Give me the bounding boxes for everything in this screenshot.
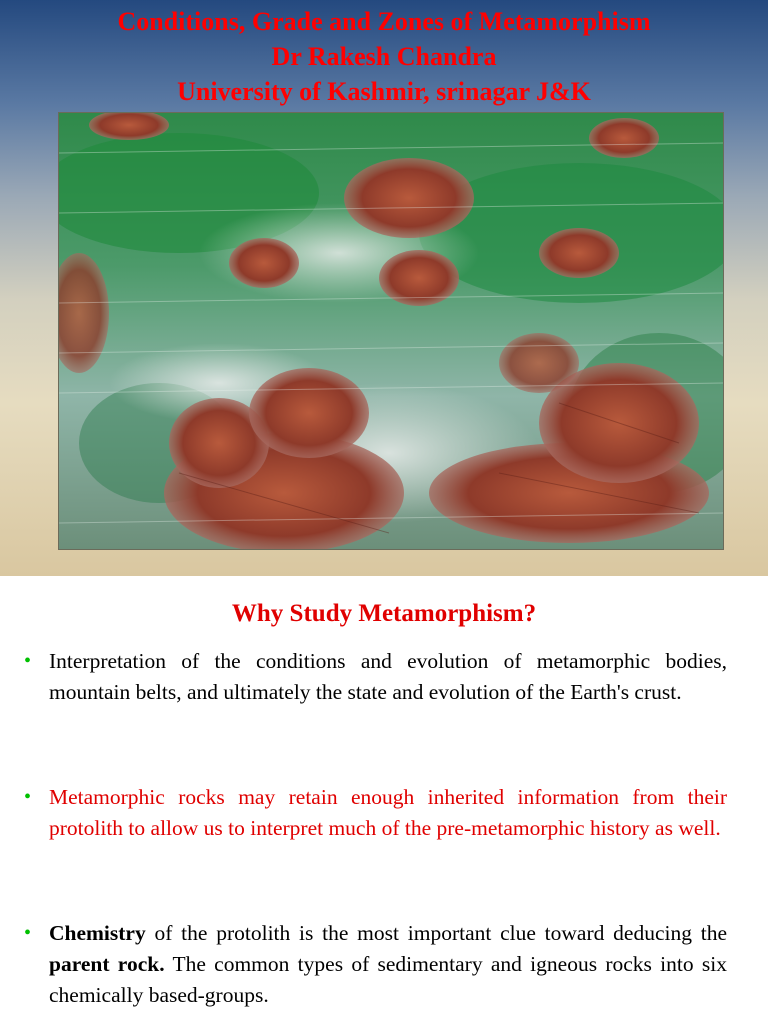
title-line-1: Conditions, Grade and Zones of Metamorphism [117, 7, 651, 36]
bullet-text-3b: The common types of sedimentary and igneous rocks into six chemically based-groups. [49, 952, 727, 1007]
bullet-text-3a: of the protolith is the most important clue toward deducing the [145, 921, 727, 945]
bullet-text-2: Metamorphic rocks may retain enough inherited information from their protolith to allow us to interpret much of the pre-metamorphic history as well. [49, 785, 727, 840]
bold-parent-rock: parent rock. [49, 952, 165, 976]
rock-specimen-photo [58, 112, 724, 550]
bullet-icon: • [24, 650, 32, 672]
bold-chemistry: Chemistry [49, 921, 146, 945]
slide-title [0, 4, 768, 109]
content-slide [0, 576, 768, 1024]
title-line-2: Dr Rakesh Chandra [271, 42, 497, 71]
bullet-icon: • [24, 922, 32, 944]
bullet-icon: • [24, 786, 32, 808]
slide-heading: Why Study Metamorphism? [231, 600, 537, 627]
title-line-3: University of Kashmir, srinagar J&K [177, 77, 591, 106]
bullet-item-1 [24, 646, 727, 708]
bullet-item-2 [24, 782, 727, 844]
bullet-text-3 [49, 918, 727, 1011]
bullet-text-1: Interpretation of the conditions and evolution of metamorphic bodies, mountain belts, and ultimately the state and evolution of the Earth's crust. [49, 649, 727, 704]
bullet-item-3 [24, 918, 727, 1011]
